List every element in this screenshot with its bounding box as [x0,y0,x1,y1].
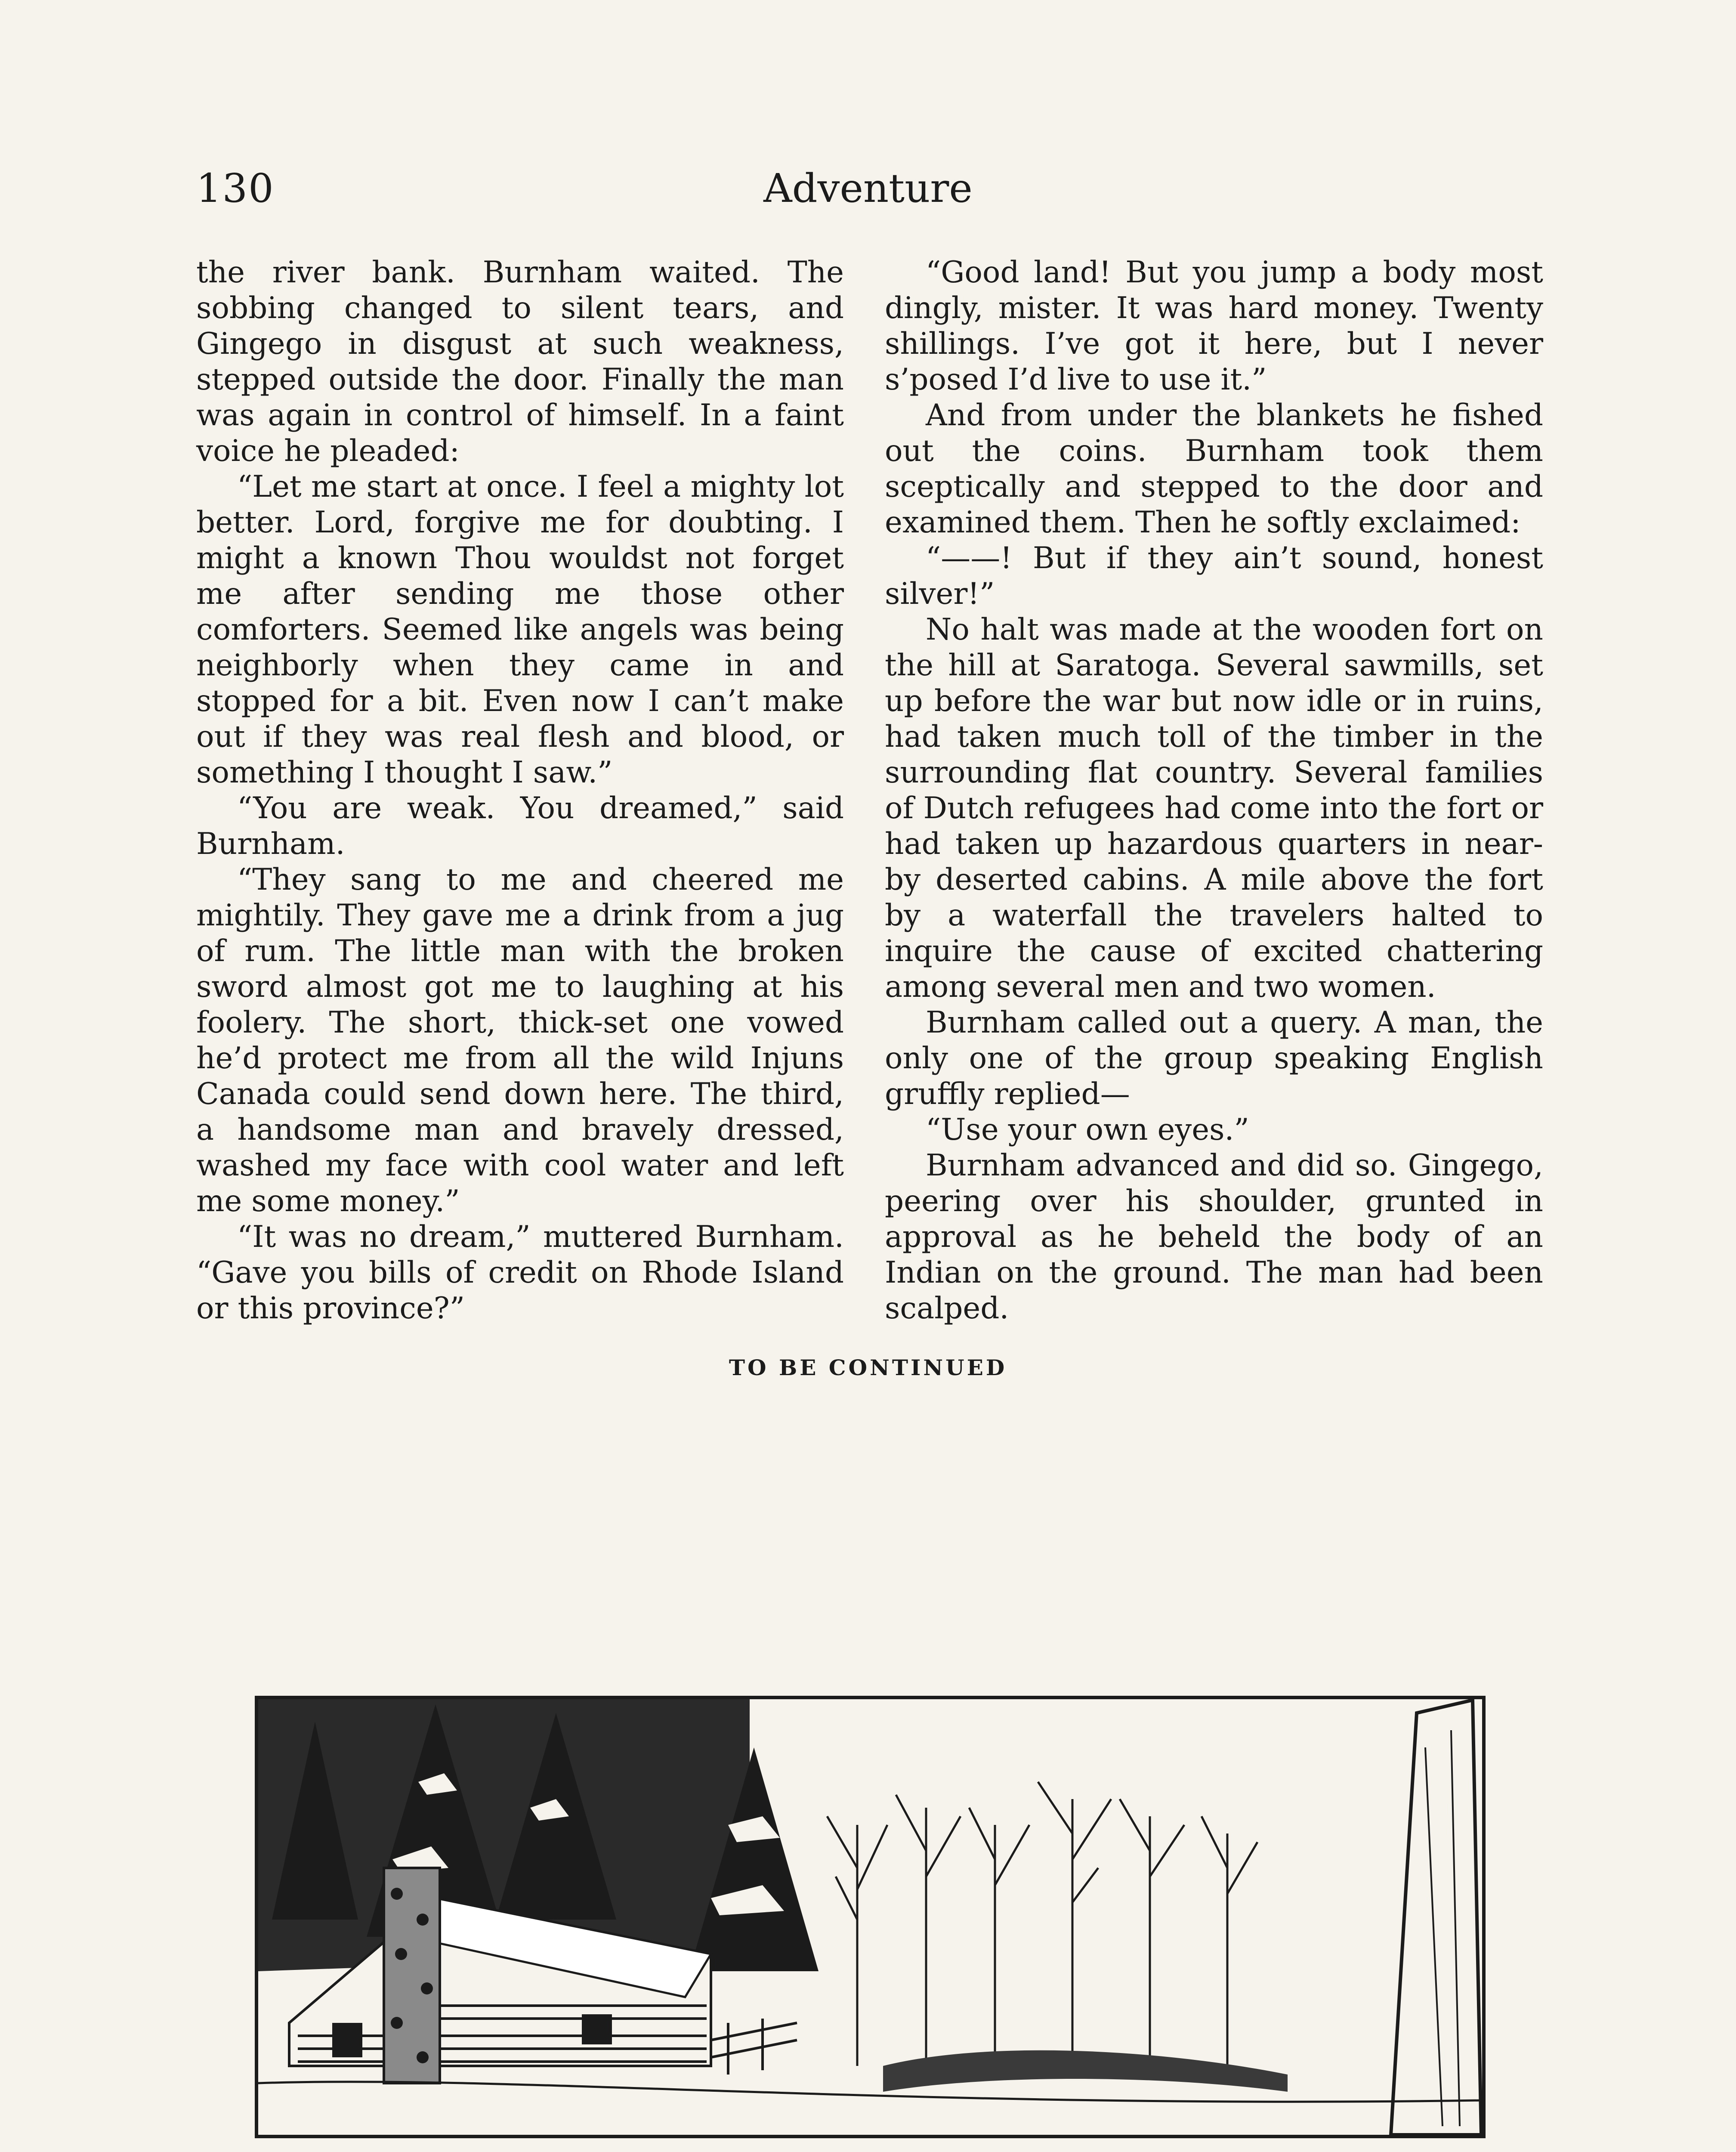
left-column [196,255,844,1326]
to-be-continued-note: TO BE CONTINUED [729,1355,1007,1380]
paragraph: “Use your own eyes.” [926,1113,1249,1147]
paragraph: “Good land! But you jump a body most dingly, mister. It was hard money. Twenty shillings. I’ve got it here, but I never s’posed I’d live to use it.” [885,255,1543,397]
paragraph: “You are weak. You dreamed,” said Burnham. [196,791,844,861]
paragraph: “——! But if they ain’t sound, honest silver!” [885,541,1543,611]
page-number: 130 [196,165,275,211]
paragraph: And from under the blankets he fished out the coins. Burnham took them sceptically and stepped to the door and examined them. Then he softly exclaimed: [885,398,1543,540]
paragraph: “It was no dream,” muttered Burnham. “Gave you bills of credit on Rhode Island or this province?” [196,1220,844,1326]
paragraph: No halt was made at the wooden fort on the hill at Saratoga. Several sawmills, set up before the war but now idle or in ruins, had taken much toll of the timber in the surrounding flat country. Several families of Dutch refugees had come into the fort or had taken up hazardous quarters in near-by deserted cabins. A mile above the fort by a waterfall the travelers halted to inquire the cause of excited chattering among several men and two women. [885,612,1543,1004]
right-column [885,255,1543,1326]
paragraph: the river bank. Burnham waited. The sobbing changed to silent tears, and Gingego in disgust at such weakness, stepped outside the door. Finally the man was again in control of himself. In a faint voice he pleaded: [196,255,844,468]
paragraph: Burnham advanced and did so. Gingego, peering over his shoulder, grunted in approval as he beheld the body of an Indian on the ground. The man had been scalped. [885,1148,1543,1326]
paragraph: “Let me start at once. I feel a mighty lot better. Lord, forgive me for doubting. I might a known Thou wouldst not forget me after sending me those other comforters. Seemed like angels was being neighborly when they came in and stopped for a bit. Even now I can’t make out if they was real flesh and blood, or something I thought I saw.” [196,470,844,790]
paragraph: Burnham called out a query. A man, the only one of the group speaking English gruffly replied— [885,1005,1543,1111]
running-head-title: Adventure [763,165,973,211]
paragraph: “They sang to me and cheered me mightily. They gave me a drink from a jug of rum. The little man with the broken sword almost got me to laughing at his foolery. The short, thick-set one vowed he’d protect me from all the wild Injuns Canada could send down here. The third, a handsome man and bravely dressed, washed my face with cool water and left me some money.” [196,863,844,1218]
winter-cabin-illustration [255,1696,1486,2138]
